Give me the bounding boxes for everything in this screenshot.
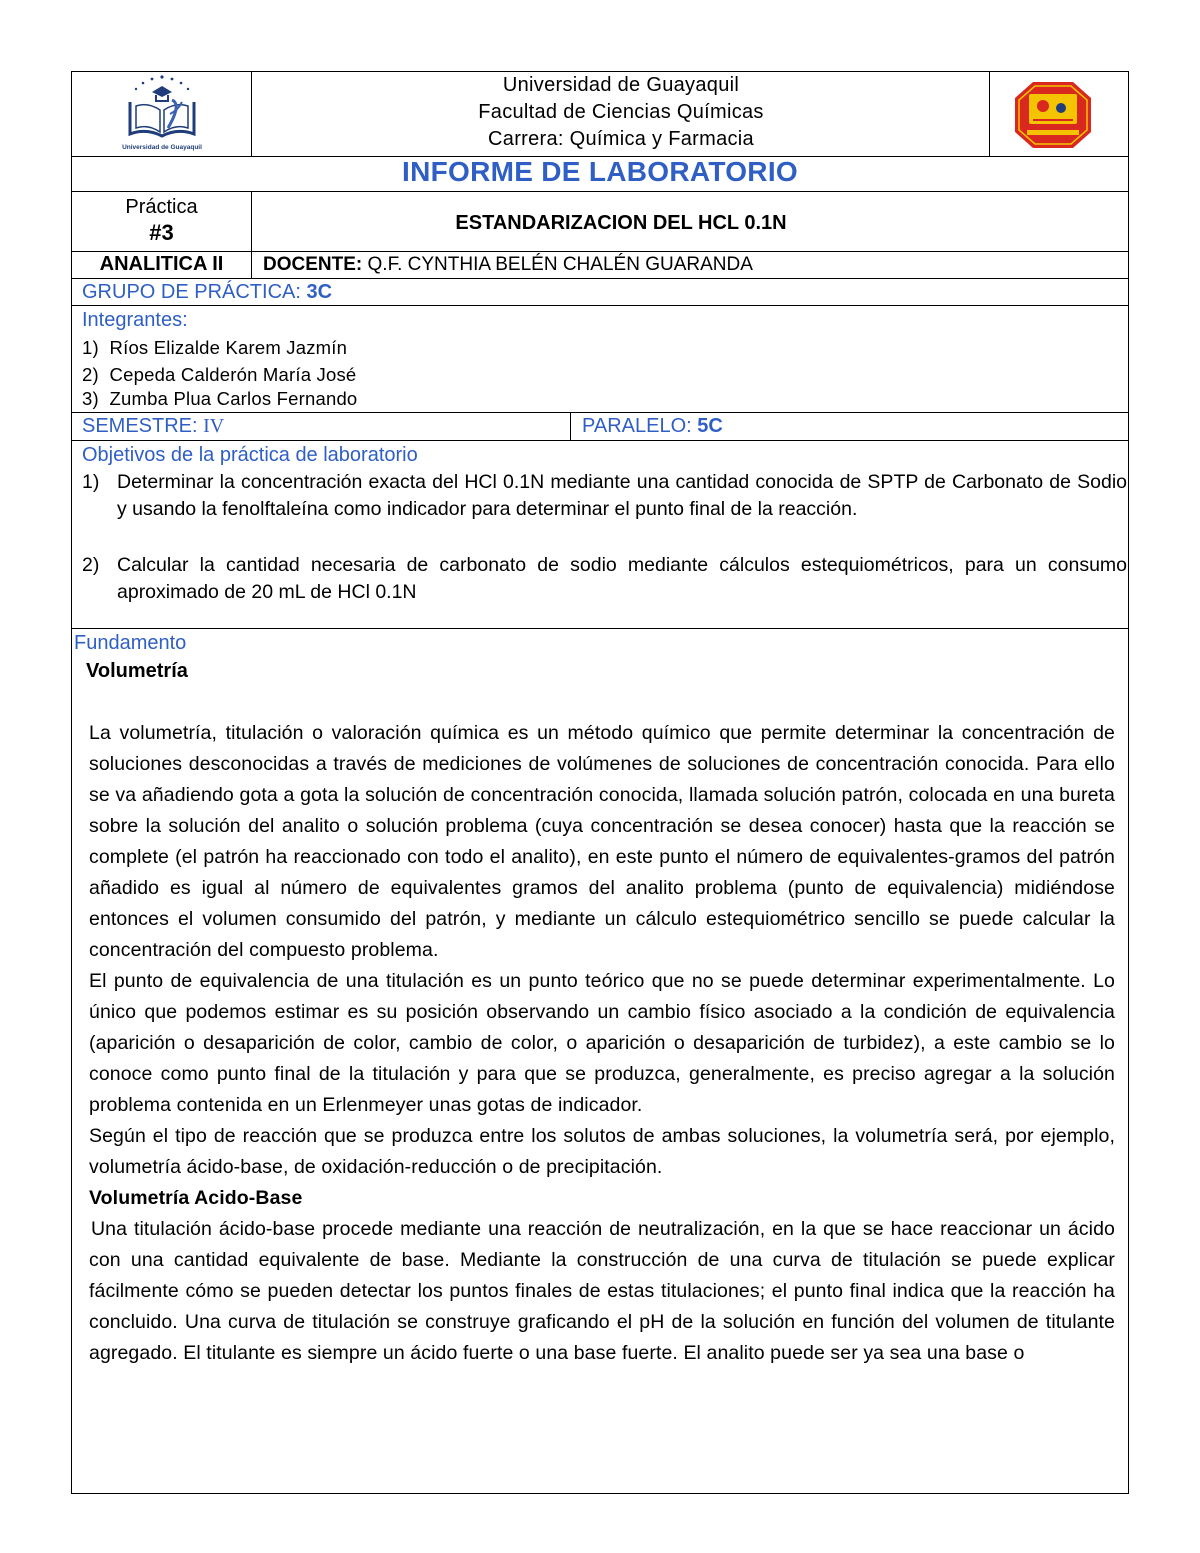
career-name: Carrera: Química y Farmacia: [488, 128, 754, 150]
faculty-badge-icon: [1013, 80, 1093, 150]
group-value: 3C: [306, 281, 333, 303]
member-name: Ríos Elizalde Karem Jazmín: [109, 337, 348, 358]
rule-course-bottom: [71, 278, 1129, 279]
rule-title-bottom: [71, 191, 1129, 192]
member-name: Zumba Plua Carlos Fernando: [109, 388, 358, 409]
paragraph: Según el tipo de reacción que se produzca entre los solutos de ambas soluciones, la volumetría será, por ejemplo, volumetría ácido-base, de oxidación-reducción o de precipitación.: [89, 1125, 1115, 1178]
practice-number: #3: [149, 220, 174, 245]
member-item: 2) Cepeda Calderón María José: [82, 364, 357, 385]
faculty-badge: [1013, 80, 1093, 150]
teacher-line: [263, 254, 753, 276]
university-logo-caption: Universidad de Guayaquil: [122, 144, 202, 151]
practice-label: Práctica: [125, 196, 198, 218]
practice-title: ESTANDARIZACION DEL HCL 0.1N: [455, 212, 787, 234]
rule-semester-bottom: [71, 440, 1129, 441]
paragraph: El punto de equivalencia de una titulación es un punto teórico que no se puede determinar experimentalmente. Lo único que podemos estimar es su posición observando un cambio físico asociado a la condición de equivalencia (aparición o desaparición de color, cambio de color, o aparición o desaparición de turbidez), a este cambio se lo conoce como punto final de la titulación y para que se produzca, generalmente, es preciso agregar a la solución problema contenida en un Erlenmeyer unas gotas de indicador.: [89, 970, 1115, 1116]
report-title: INFORME DE LABORATORIO: [401, 156, 798, 187]
member-item: 3) Zumba Plua Carlos Fernando: [82, 388, 358, 409]
teacher-label: DOCENTE:: [263, 254, 363, 275]
university-name: Universidad de Guayaquil: [502, 74, 740, 96]
section-heading: Volumetría Acido-Base: [89, 1187, 303, 1209]
objectives-label: Objetivos de la práctica de laboratorio: [82, 444, 418, 466]
university-logo-icon: [112, 74, 212, 154]
objective-text: Calcular la cantidad necesaria de carbonato de sodio mediante cálculos estequiométricos, para un consumo aproximado de 20 mL de HCl 0.1N: [117, 554, 1127, 603]
header-institution: [252, 72, 990, 153]
member-item: 1) Ríos Elizalde Karem Jazmín: [82, 337, 348, 358]
objective-item: 1) Determinar la concentración exacta del HCl 0.1N mediante una cantidad conocida de SPTP de Carbonato de Sodio y usando la fenolftaleína como indicador para determinar el punto final de la reacción.: [82, 469, 1127, 523]
rule-members-bottom: [71, 412, 1129, 413]
paragraph: La volumetría, titulación o valoración química es un método químico que permite determinar la concentración de soluciones desconocidas a través de mediciones de volúmenes de soluciones de concentración conocida. Para ello se va añadiendo gota a gota la solución de concentración conocida, llamada solución patrón, colocada en una bureta sobre la solución del analito o solución problema (cuya concentración se desea conocer) hasta que la reacción se complete (el patrón ha reaccionado con todo el analito), en este punto el número de equivalentes-gramos del patrón añadido es igual al número de equivalentes gramos del analito problema (punto de equivalencia) midiéndose entonces el volumen consumido del patrón, y mediante un cálculo estequiométrico sencillo se puede calcular la concentración del compuesto problema.: [89, 722, 1115, 961]
university-logo: [112, 74, 212, 154]
faculty-name: Facultad de Ciencias Químicas: [478, 101, 764, 123]
rule-group-bottom: [71, 305, 1129, 306]
paragraph: Una titulación ácido-base procede mediante una reacción de neutralización, en la que se hace reaccionar un ácido con una cantidad equivalente de base. Mediante la construcción de una curva de titulación se puede explicar fácilmente cómo se pueden detectar los puntos finales de estas titulaciones; el punto final indica que la reacción ha concluido. Una curva de titulación se construye graficando el pH de la solución en función del volumen de titulante agregado. El titulante es siempre un ácido fuerte o una base fuerte. El analito puede ser ya sea una base o: [89, 1218, 1115, 1364]
rule-objectives-bottom: [71, 628, 1129, 629]
section-heading: Volumetría: [86, 660, 188, 682]
rule-semester-divider: [570, 412, 571, 440]
group-line: [82, 281, 332, 304]
semester-value: IV: [203, 415, 225, 437]
rule-practice-bottom: [71, 251, 1129, 252]
subject-name: ANALITICA II: [99, 253, 224, 275]
parallel-value: 5C: [697, 415, 723, 437]
semester-line: [82, 415, 224, 438]
group-label: GRUPO DE PRÁCTICA:: [82, 281, 301, 303]
objective-item: 2) Calcular la cantidad necesaria de carbonato de sodio mediante cálculos estequiométricos, para un consumo aproximado de 20 mL de HCl 0.1N: [82, 552, 1127, 606]
parallel-label: PARALELO:: [582, 415, 692, 437]
teacher-name: Q.F. CYNTHIA BELÉN CHALÉN GUARANDA: [367, 254, 753, 275]
member-name: Cepeda Calderón María José: [109, 364, 357, 385]
objective-text: Determinar la concentración exacta del HCl 0.1N mediante una cantidad conocida de SPTP de Carbonato de Sodio y usando la fenolftaleína como indicador para determinar el punto final de la reacción.: [117, 471, 1127, 520]
fundamento-body: [89, 718, 1115, 1369]
members-label: Integrantes:: [82, 309, 188, 331]
fundamento-label: Fundamento: [74, 632, 187, 654]
parallel-line: [582, 415, 723, 438]
semester-label: SEMESTRE:: [82, 415, 198, 437]
